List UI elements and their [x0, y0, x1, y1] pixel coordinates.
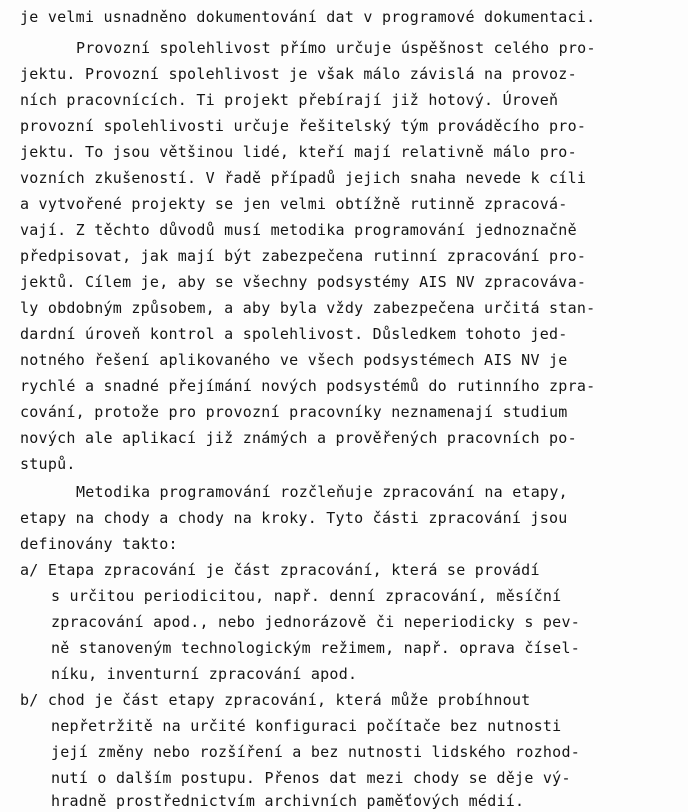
- list-item-b-line-2: nepřetržitě na určité konfiguraci počítače bez nutnosti: [51, 717, 562, 735]
- text-line-20: etapy na chody a chody na kroky. Tyto části zpracování jsou: [20, 509, 568, 527]
- text-line-16: cování, protože pro provozní pracovníky neznamenají studium: [20, 403, 568, 421]
- text-line-06: jektu. To jsou většinou lidé, kteří mají relativně málo pro-: [20, 143, 577, 161]
- text-line-02: Provozní spolehlivost přímo určuje úspěšnost celého pro-: [76, 39, 596, 57]
- list-item-a-line-5: níku, inventurní zpracování apod.: [51, 665, 358, 683]
- text-line-15: rychlé a snadné přejímání nových podsystémů do rutinního zpra-: [20, 377, 596, 395]
- list-item-b-line-1: b/ chod je část etapy zpracování, která může probíhnout: [20, 691, 531, 709]
- text-line-14: notného řešení aplikovaného ve všech podsystémech AIS NV je: [20, 351, 568, 369]
- list-item-a-line-4: ně stanoveným technologickým režimem, např. oprava čísel-: [51, 639, 581, 657]
- text-line-05: provozní spolehlivosti určuje řešitelský tým prováděcího pro-: [20, 117, 587, 135]
- text-line-04: ních pracovnících. Ti projekt přebírají již hotový. Úroveň: [20, 91, 559, 109]
- text-line-11: jektů. Cílem je, aby se všechny podsystémy AIS NV zpracováva-: [20, 273, 587, 291]
- text-line-19: Metodika programování rozčleňuje zpracování na etapy,: [76, 483, 568, 501]
- text-line-08: a vytvořené projekty se jen velmi obtížně rutinně zpracová-: [20, 195, 568, 213]
- list-item-b-line-3: její změny nebo rozšíření a bez nutnosti lidského rozhod-: [51, 743, 581, 761]
- list-item-b-line-5: hradně prostřednictvím archivních paměťových médií.: [51, 792, 525, 810]
- list-item-a-line-2: s určitou periodicitou, např. denní zpracování, měsíční: [51, 587, 562, 605]
- text-line-13: dardní úroveň kontrol a spolehlivost. Důsledkem tohoto jed-: [20, 325, 568, 343]
- list-item-a-line-1: a/ Etapa zpracování je část zpracování, která se provádí: [20, 561, 540, 579]
- list-item-b-line-4: nutí o dalším postupu. Přenos dat mezi chody se děje vý-: [51, 769, 571, 787]
- list-item-a-line-3: zpracování apod., nebo jednorázově či neperiodicky s pev-: [51, 613, 581, 631]
- text-line-12: ly obdobným způsobem, a aby byla vždy zabezpečena určitá stan-: [20, 299, 596, 317]
- text-line-09: vají. Z těchto důvodů musí metodika programování jednoznačně: [20, 221, 577, 239]
- text-line-17: nových ale aplikací již známých a prověřených pracovních po-: [20, 429, 577, 447]
- text-line-03: jektu. Provozní spolehlivost je však málo závislá na provoz-: [20, 65, 577, 83]
- text-line-18: stupů.: [20, 455, 76, 473]
- text-line-01: je velmi usnadněno dokumentování dat v programové dokumentaci.: [20, 8, 596, 26]
- text-line-10: předpisovat, jak mají být zabezpečena rutinní zpracování pro-: [20, 247, 587, 265]
- text-line-21: definovány takto:: [20, 535, 178, 553]
- text-line-07: vozních zkušeností. V řadě případů jejich snaha nevede k cíli: [20, 169, 587, 187]
